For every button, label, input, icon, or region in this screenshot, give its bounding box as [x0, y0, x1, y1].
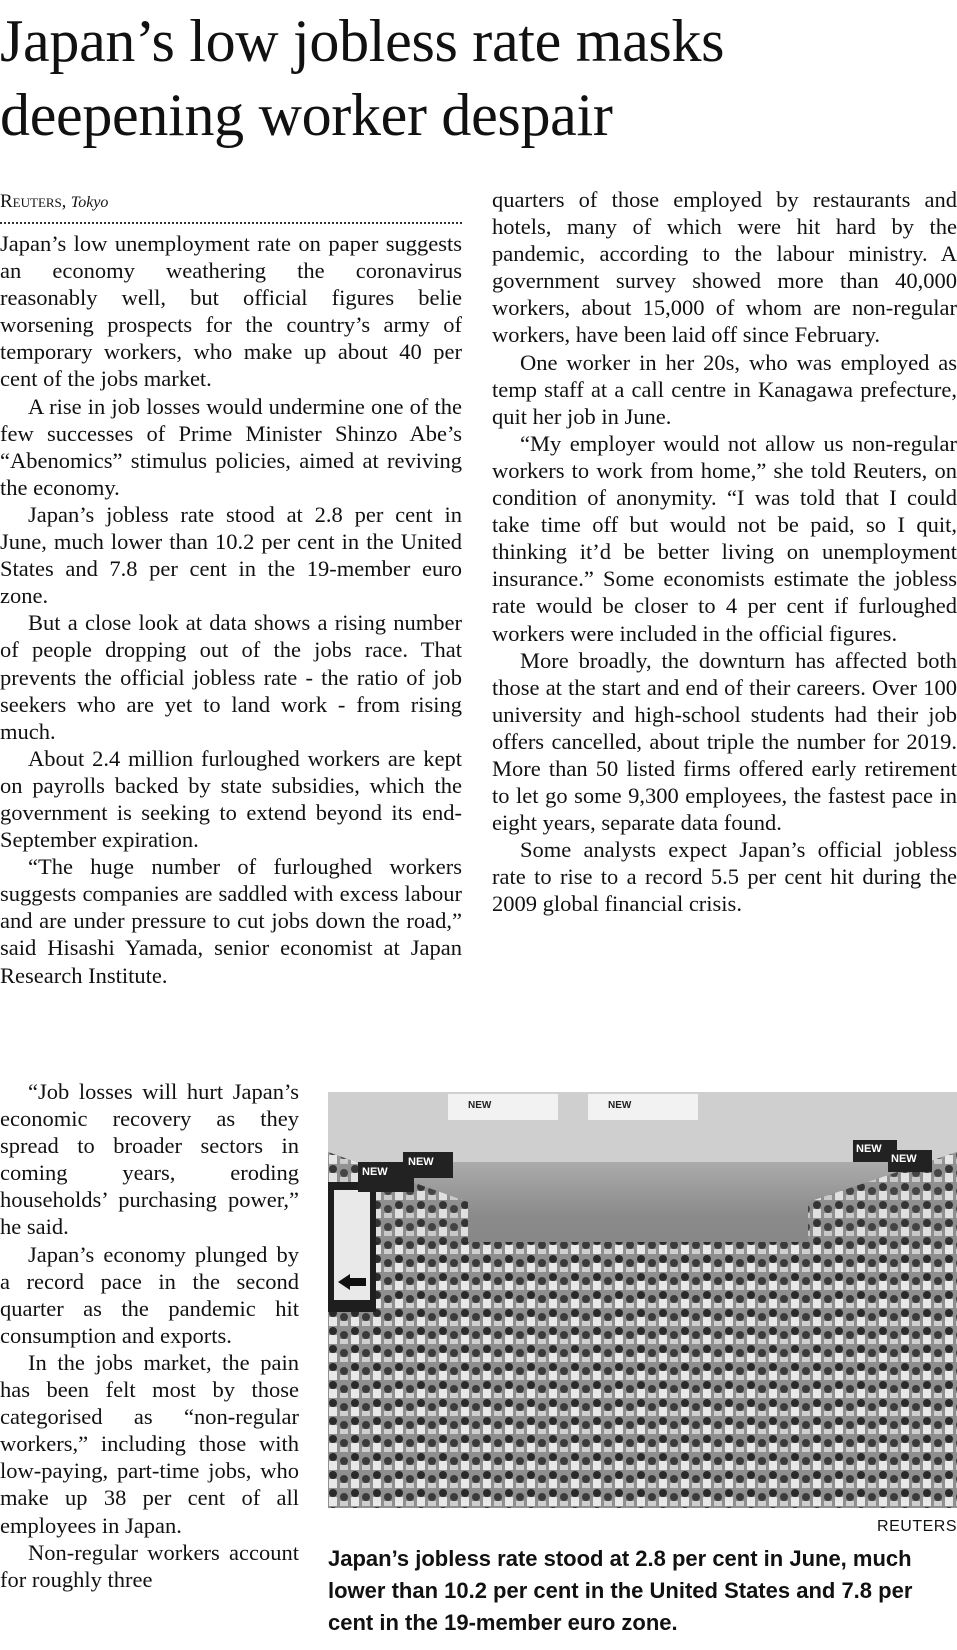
- paragraph: “Job losses will hurt Japan’s economic recovery as they spread to broader sectors in coming years, eroding households’ purchasing power,” he said.: [0, 1079, 299, 1240]
- photo-credit: REUTERS: [877, 1518, 957, 1535]
- headline-line-2: deepening worker despair: [0, 82, 613, 148]
- paragraph: Japan’s low unemployment rate on paper suggests an economy weathering the coronavirus reasonably well, but official figures belie worsening prospects for the country’s army of temporary workers, who make up about 40 per cent of the jobs market.: [0, 231, 462, 392]
- paragraph: One worker in her 20s, who was employed as temp staff at a call centre in Kanagawa prefecture, quit her job in June.: [492, 349, 957, 429]
- paragraph: More broadly, the downturn has affected both those at the start and end of their careers. Over 100 university and high-school students had their job offers cancelled, about triple the number for 2019. More than 50 listed firms offered early retirement to let go some 9,300 employees, the fastest pace in eight years, separate data found.: [492, 647, 957, 836]
- paragraph: “The huge number of furloughed workers suggests companies are saddled with excess labour and are under pressure to cut jobs down the road,” said Hisashi Yamada, senior economist at Japan Research Institute.: [0, 854, 462, 988]
- paragraph: But a close look at data shows a rising number of people dropping out of the jobs race. That prevents the official jobless rate - the ratio of job seekers who are yet to land work - from rising much.: [0, 610, 462, 744]
- article-column-1: [0, 190, 462, 989]
- sign-text: NEW: [891, 1153, 917, 1165]
- article-column-2: [492, 186, 957, 918]
- byline-agency: Reuters: [0, 191, 62, 212]
- paragraph: About 2.4 million furloughed workers are kept on payrolls backed by state subsidies, which the government is seeking to extend beyond its end-September expiration.: [0, 745, 462, 853]
- paragraph: In the jobs market, the pain has been felt most by those categorised as “non-regular workers,” including those with low-paying, part-time jobs, who make up 38 per cent of all employees in Japan.: [0, 1349, 299, 1538]
- sign-text: NEW: [468, 1100, 492, 1111]
- sign-text: NEW: [408, 1156, 434, 1168]
- headline-line-1: Japan’s low jobless rate masks: [0, 8, 725, 74]
- photo-caption: Japan’s jobless rate stood at 2.8 per cent in June, much lower than 10.2 per cent in the United States and 7.8 per cent in the 19-member euro zone.: [328, 1546, 913, 1635]
- paragraph: Japan’s jobless rate stood at 2.8 per cent in June, much lower than 10.2 per cent in the United States and 7.8 per cent in the 19-member euro zone.: [0, 501, 462, 609]
- headline: [0, 4, 957, 152]
- paragraph: Non-regular workers account for roughly three: [0, 1539, 299, 1592]
- paragraph: Japan’s economy plunged by a record pace in the second quarter as the pandemic hit consumption and exports.: [0, 1241, 299, 1348]
- sign-text: NEW: [856, 1143, 882, 1155]
- crowd-photo: [328, 1092, 957, 1508]
- byline: Reuters, Tokyo: [0, 191, 109, 212]
- paragraph: Some analysts expect Japan’s official jobless rate to rise to a record 5.5 per cent hit during the 2009 global financial crisis.: [492, 837, 957, 917]
- paragraph: quarters of those employed by restaurants and hotels, many of which were hit hard by the pandemic, according to the labour ministry. A government survey showed more than 40,000 workers, about 15,000 of whom are non-regular workers, have been laid off since February.: [492, 187, 957, 348]
- sign-text: NEW: [608, 1100, 632, 1111]
- byline-place: Tokyo: [70, 194, 109, 211]
- article-column-1-lower: [0, 1078, 299, 1593]
- byline-divider: [0, 222, 462, 224]
- paragraph: “My employer would not allow us non-regular workers to work from home,” she told Reuters, on condition of anonymity. “I was told that I could take time off but would not be paid, so I quit, thinking it’d be better living on unemployment insurance.” Some economists estimate the jobless rate would be closer to 4 per cent if furloughed workers were included in the official figures.: [492, 430, 957, 646]
- paragraph: A rise in job losses would undermine one of the few successes of Prime Minister Shinzo Abe’s “Abenomics” stimulus policies, aimed at reviving the economy.: [0, 393, 462, 500]
- sign-text: NEW: [362, 1166, 388, 1178]
